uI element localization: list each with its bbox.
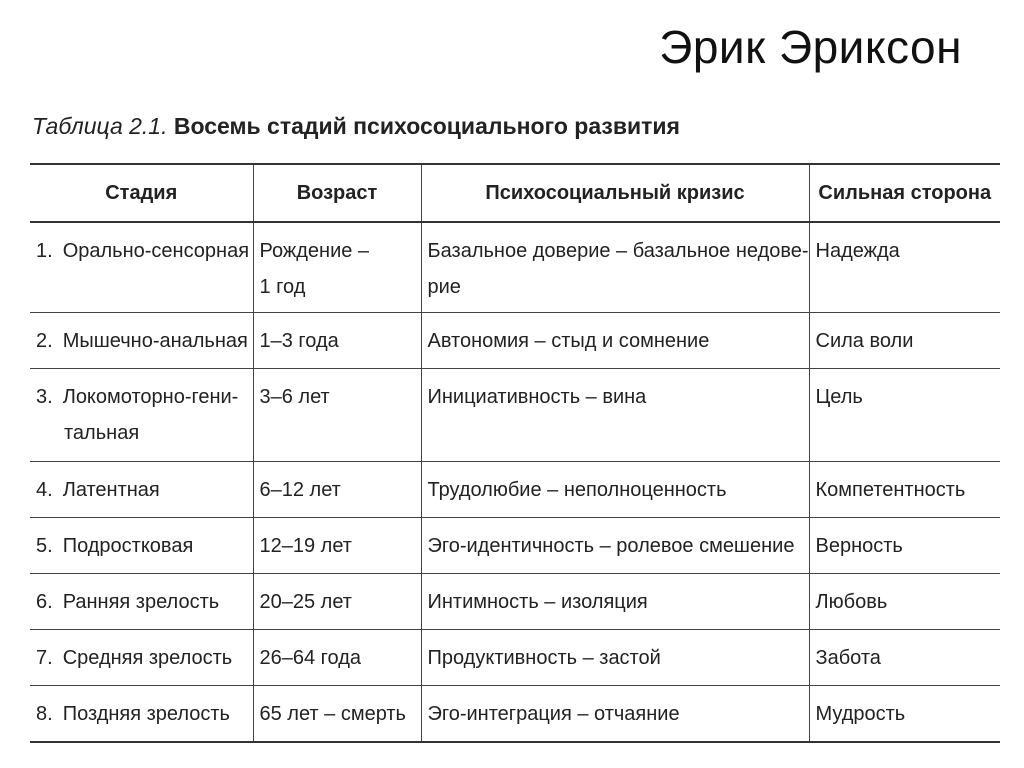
column-header-age: Возраст xyxy=(253,164,421,222)
strength-cell: Компетентность xyxy=(809,462,1000,518)
strength-cell: Надежда xyxy=(809,222,1000,313)
stage-number: 4. xyxy=(36,479,53,501)
column-header-crisis: Психосоциальный кризис xyxy=(421,164,809,222)
crisis-cell: Автономия – стыд и сомнение xyxy=(421,313,809,369)
crisis-cell: Эго-интеграция – отчаяние xyxy=(421,686,809,743)
stage-cell xyxy=(30,518,253,574)
stage-name: Поздняя зрелость xyxy=(62,703,230,725)
stage-name: Орально-сенсорная xyxy=(62,240,250,262)
table-row xyxy=(30,313,1000,369)
age-line: 1 год xyxy=(259,276,306,298)
age-cell: 1–3 года xyxy=(253,313,421,369)
table-row xyxy=(30,574,1000,630)
stage-name: Латентная xyxy=(62,479,160,501)
stage-number: 6. xyxy=(36,591,53,613)
stage-number: 7. xyxy=(36,647,53,669)
stage-number: 8. xyxy=(36,703,53,725)
strength-cell: Мудрость xyxy=(809,686,1000,743)
crisis-cell: Трудолюбие – неполноценность xyxy=(421,462,809,518)
stage-name: Средняя зрелость xyxy=(62,647,233,669)
stages-table xyxy=(30,163,1000,743)
stage-number: 1. xyxy=(36,240,53,262)
stage-cell xyxy=(30,574,253,630)
crisis-cell: Инициативность – вина xyxy=(421,369,809,462)
table-caption xyxy=(32,113,680,140)
strength-cell: Забота xyxy=(809,630,1000,686)
crisis-cell: Интимность – изоляция xyxy=(421,574,809,630)
age-cell: 6–12 лет xyxy=(253,462,421,518)
table-caption-title: Восемь стадий психосоциального развития xyxy=(173,113,680,139)
age-cell xyxy=(253,222,421,313)
column-header-strength: Сильная сторона xyxy=(809,164,1000,222)
table-caption-prefix: Таблица 2.1. xyxy=(32,113,168,139)
stage-cell xyxy=(30,686,253,743)
stage-number: 2. xyxy=(36,330,53,352)
stage-cell xyxy=(30,313,253,369)
stage-cell xyxy=(30,369,253,462)
stage-name: Мышечно-анальная xyxy=(62,330,248,352)
age-cell: 26–64 года xyxy=(253,630,421,686)
crisis-line: рие xyxy=(427,276,461,298)
table-row xyxy=(30,222,1000,313)
age-line: Рождение – xyxy=(259,240,370,262)
table-row xyxy=(30,369,1000,462)
age-cell: 20–25 лет xyxy=(253,574,421,630)
stage-cell xyxy=(30,462,253,518)
table-header-row xyxy=(30,164,1000,222)
strength-cell: Сила воли xyxy=(809,313,1000,369)
stage-cell xyxy=(30,630,253,686)
stage-name: Локомоторно-гени- xyxy=(62,386,239,408)
age-cell: 12–19 лет xyxy=(253,518,421,574)
crisis-cell xyxy=(421,222,809,313)
table-row xyxy=(30,630,1000,686)
stage-number: 5. xyxy=(36,535,53,557)
table-row xyxy=(30,518,1000,574)
age-cell: 3–6 лет xyxy=(253,369,421,462)
stage-number: 3. xyxy=(36,386,53,408)
crisis-cell: Эго-идентичность – ролевое смешение xyxy=(421,518,809,574)
stage-name-continued: тальная xyxy=(64,422,140,444)
strength-cell: Верность xyxy=(809,518,1000,574)
table-row xyxy=(30,462,1000,518)
stage-name: Ранняя зрелость xyxy=(62,591,220,613)
strength-cell: Любовь xyxy=(809,574,1000,630)
stage-name: Подростковая xyxy=(62,535,194,557)
column-header-stage: Стадия xyxy=(30,164,253,222)
crisis-cell: Продуктивность – застой xyxy=(421,630,809,686)
table-row xyxy=(30,686,1000,743)
age-cell: 65 лет – смерть xyxy=(253,686,421,743)
stage-cell xyxy=(30,222,253,313)
strength-cell: Цель xyxy=(809,369,1000,462)
crisis-line: Базальное доверие – базальное недове- xyxy=(427,240,809,262)
slide-title: Эрик Эриксон xyxy=(659,21,962,73)
